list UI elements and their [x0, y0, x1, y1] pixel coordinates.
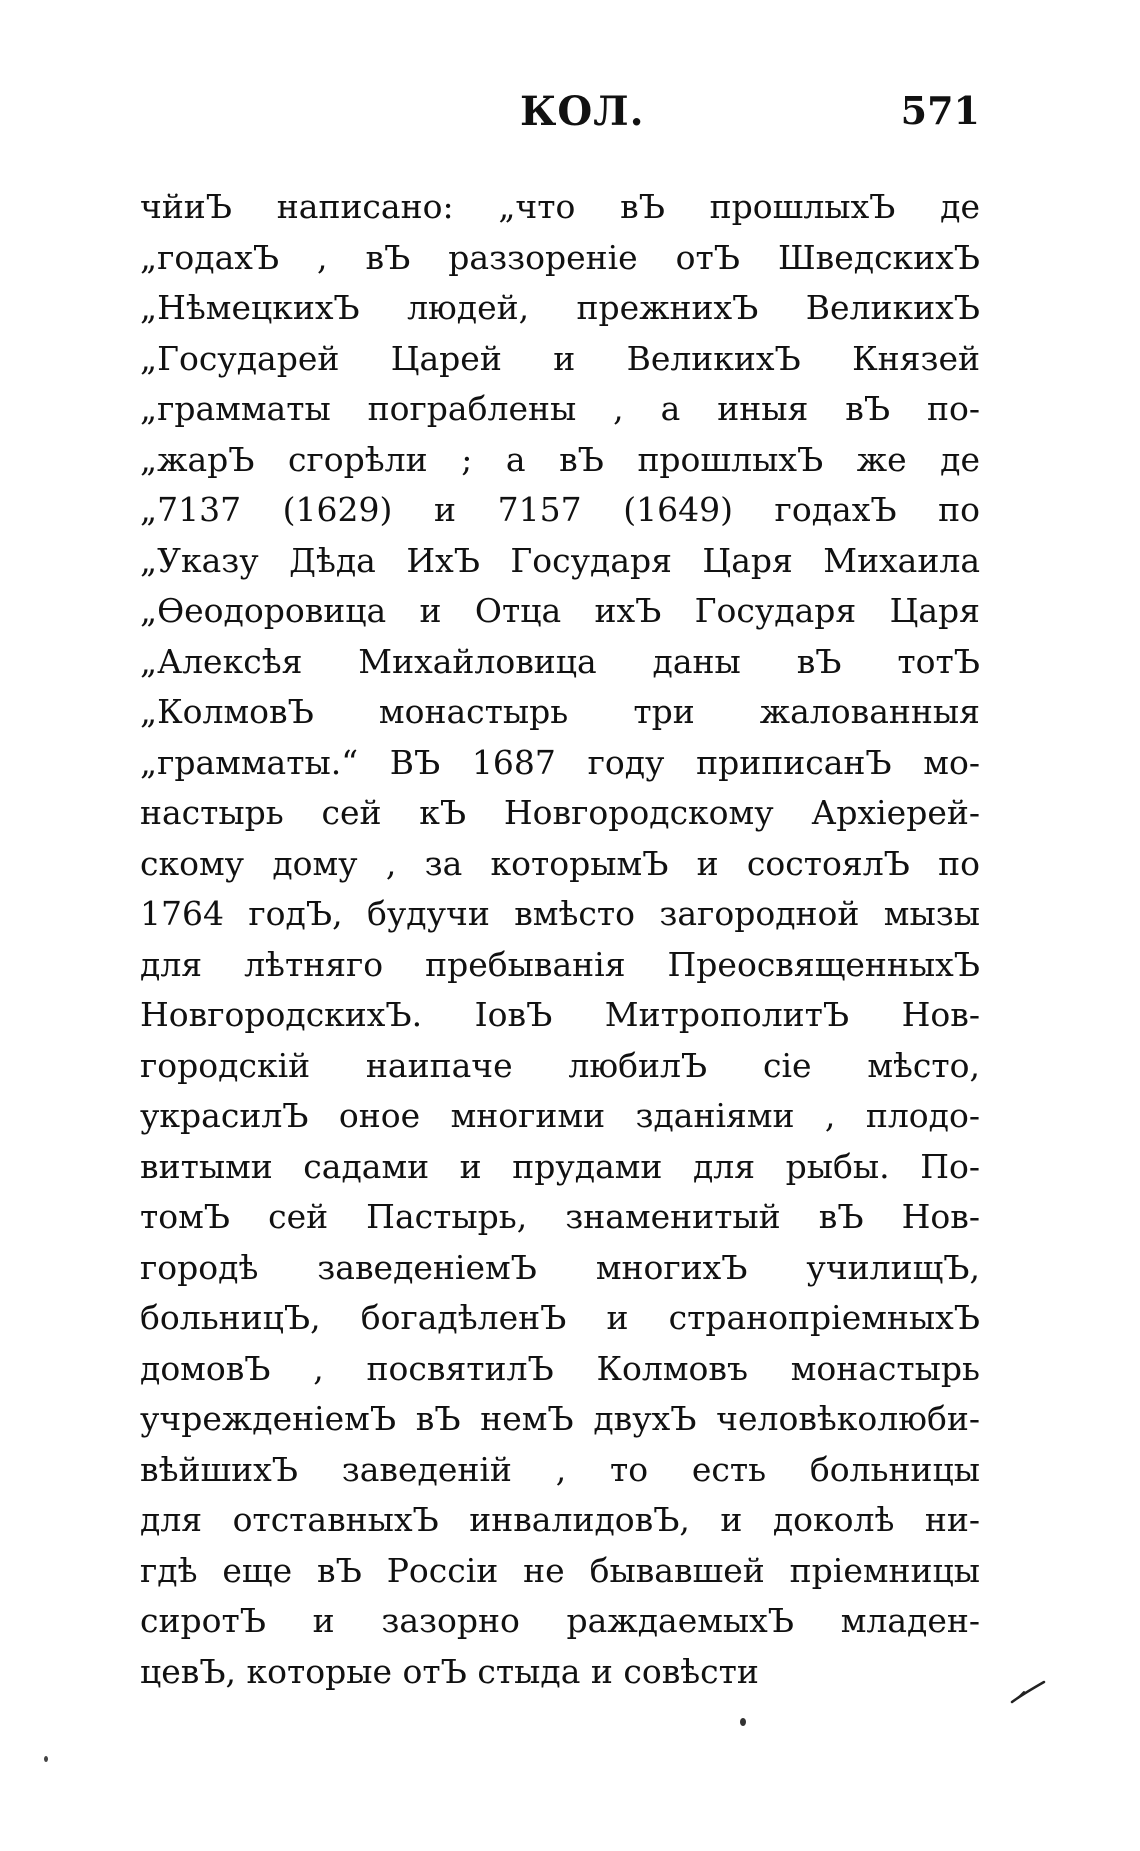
- text-line: „Ѳеодоровица и Отца ихЪ Государя Царя: [140, 591, 980, 630]
- text-line: учрежденіемЪ вЪ немЪ двухЪ человѣколюби-: [140, 1399, 980, 1438]
- text-line: „жарЪ сгорѣли ; а вЪ прошлыхЪ же де: [140, 439, 980, 479]
- text-line: витыми садами и прудами для рыбы. По-: [140, 1146, 980, 1186]
- text-line: больницЪ, богадѣленЪ и странопріемныхЪ: [140, 1298, 980, 1337]
- running-title: КОЛ.: [520, 88, 645, 135]
- page-number: 571: [900, 88, 980, 133]
- text-line: городѣ заведеніемЪ многихЪ училищЪ,: [140, 1247, 980, 1287]
- text-line: „Алексѣя Михайловица даны вЪ тотЪ: [140, 641, 980, 681]
- text-line: НовгородскихЪ. ІовЪ МитрополитЪ Нов-: [140, 995, 980, 1034]
- body-text: [140, 182, 980, 1697]
- text-line: 1764 годЪ, будучи вмѣсто загородной мызы: [140, 894, 980, 933]
- text-line: чйиЪ написано: „что вЪ прошлыхЪ де: [140, 187, 980, 226]
- ink-speck: [44, 1756, 48, 1762]
- text-line: „7137 (1629) и 7157 (1649) годахЪ по: [140, 490, 980, 529]
- text-line: городскій наипаче любилЪ сіе мѣсто,: [140, 1045, 980, 1085]
- text-line: вѣйшихЪ заведеній , то есть больницы: [140, 1449, 980, 1489]
- text-line: украсилЪ оное многими зданіями , плодо-: [140, 1096, 980, 1135]
- text-line: „Государей Царей и ВеликихЪ Князей: [140, 338, 980, 378]
- running-head: [140, 88, 980, 148]
- text-line: „грамматы.“ ВЪ 1687 году приписанЪ мо-: [140, 742, 980, 782]
- text-line: скому дому , за которымЪ и состоялЪ по: [140, 843, 980, 883]
- text-line: „годахЪ , вЪ раззореніе отЪ ШведскихЪ: [140, 237, 980, 277]
- text-line: для отставныхЪ инвалидовЪ, и доколѣ ни-: [140, 1500, 980, 1539]
- text-line: „грамматы пограблены , а иныя вЪ по-: [140, 389, 980, 428]
- text-line: гдѣ еще вЪ Россіи не бывавшей пріемницы: [140, 1550, 980, 1590]
- text-line: для лѣтняго пребыванія ПреосвященныхЪ: [140, 944, 980, 984]
- text-line: „КолмовЪ монастырь три жалованныя: [140, 692, 980, 731]
- ink-mark: [1010, 1680, 1046, 1704]
- text-line: „Указу Дѣда ИхЪ Государя Царя Михаила: [140, 540, 980, 580]
- ink-speck: [740, 1718, 746, 1726]
- text-line: цевЪ, которые отЪ стыда и совѣсти: [140, 1651, 759, 1691]
- text-line: настырь сей кЪ Новгородскому Архіерей-: [140, 793, 980, 832]
- text-line: сиротЪ и зазорно раждаемыхЪ младен-: [140, 1601, 980, 1640]
- text-line: „НѣмецкихЪ людей, прежнихЪ ВеликихЪ: [140, 288, 980, 327]
- text-line: томЪ сей Пастырь, знаменитый вЪ Нов-: [140, 1197, 980, 1236]
- text-line: домовЪ , посвятилЪ Колмовъ монастырь: [140, 1348, 980, 1388]
